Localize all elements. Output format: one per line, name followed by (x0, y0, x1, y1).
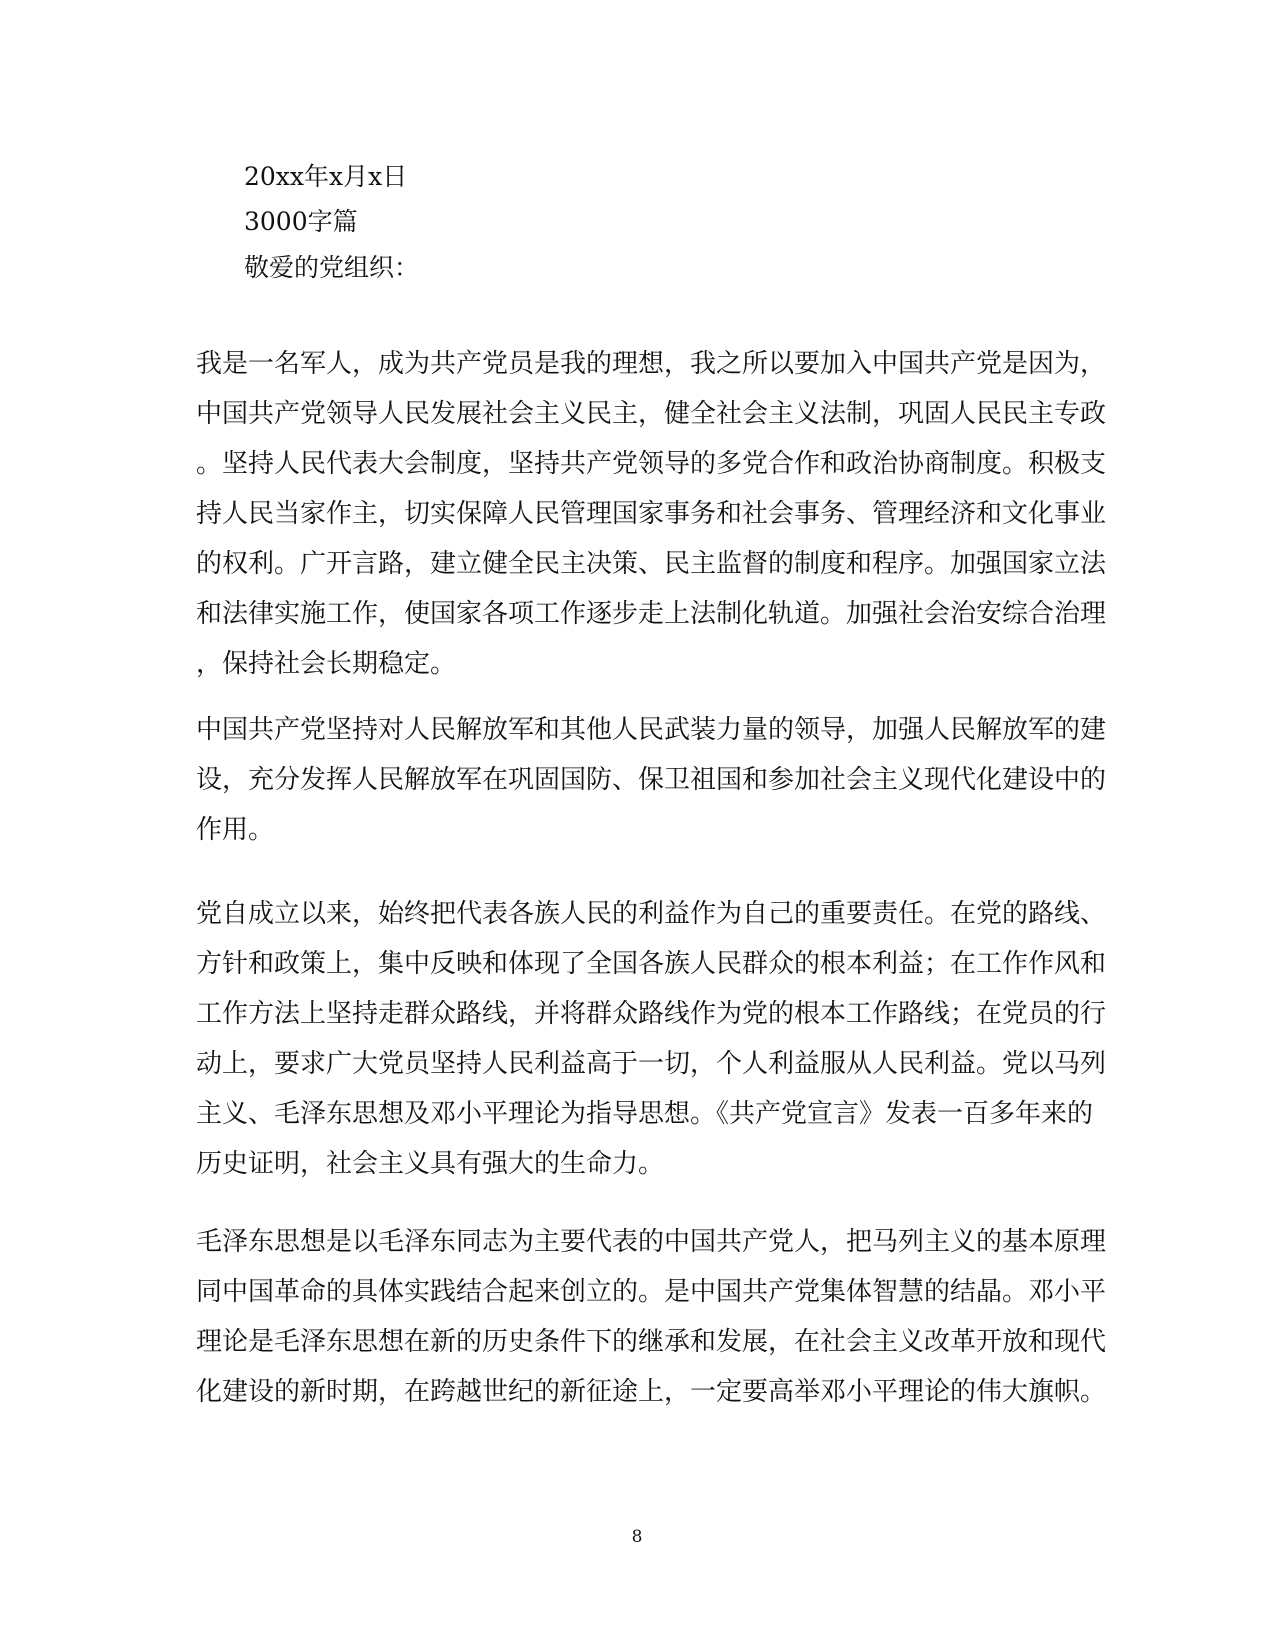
paragraph-line: 理论是毛泽东思想在新的历史条件下的继承和发展，在社会主义改革开放和现代 (196, 1327, 1107, 1357)
paragraph-line: 中国共产党坚持对人民解放军和其他人民武装力量的领导，加强人民解放军的建 (196, 715, 1107, 745)
paragraph-line: 作用。 (196, 815, 275, 845)
paragraph-line: 历史证明，社会主义具有强大的生命力。 (196, 1149, 665, 1179)
paragraph-line: 我是一名军人，成为共产党员是我的理想，我之所以要加入中国共产党是因为， (196, 349, 1107, 379)
paragraph-1 (196, 339, 1107, 689)
paragraph-line: 同中国革命的具体实践结合起来创立的。是中国共产党集体智慧的结晶。邓小平 (196, 1277, 1107, 1307)
paragraph-line: 方针和政策上，集中反映和体现了全国各族人民群众的根本利益；在工作作风和 (196, 949, 1107, 979)
paragraph-line: 动上，要求广大党员坚持人民利益高于一切，个人利益服从人民利益。党以马列 (196, 1049, 1107, 1079)
date-line: 20xx年x月x日 (244, 162, 408, 191)
paragraph-line: 中国共产党领导人民发展社会主义民主，健全社会主义法制，巩固人民民主专政 (196, 399, 1107, 429)
paragraph-line: 和法律实施工作，使国家各项工作逐步走上法制化轨道。加强社会治安综合治理 (196, 599, 1107, 629)
paragraph-line: 化建设的新时期，在跨越世纪的新征途上，一定要高举邓小平理论的伟大旗帜。 (196, 1377, 1107, 1407)
salutation-line: 敬爱的党组织： (244, 253, 420, 282)
paragraph-4 (196, 1217, 1107, 1417)
paragraph-2 (196, 705, 1107, 855)
paragraph-line: 。坚持人民代表大会制度，坚持共产党领导的多党合作和政治协商制度。积极支 (196, 449, 1107, 479)
paragraph-line: 设，充分发挥人民解放军在巩固国防、保卫祖国和参加社会主义现代化建设中的 (196, 765, 1107, 795)
subtitle-line: 3000字篇 (244, 207, 358, 236)
paragraph-line: 毛泽东思想是以毛泽东同志为主要代表的中国共产党人，把马列主义的基本原理 (196, 1227, 1107, 1257)
paragraph-line: 主义、毛泽东思想及邓小平理论为指导思想。《共产党宣言》发表一百多年来的 (196, 1099, 1094, 1129)
page-number: 8 (631, 1527, 643, 1547)
paragraph-line: 持人民当家作主，切实保障人民管理国家事务和社会事务、管理经济和文化事业 (196, 499, 1107, 529)
paragraph-line: 工作方法上坚持走群众路线，并将群众路线作为党的根本工作路线；在党员的行 (196, 999, 1107, 1029)
paragraph-3 (196, 889, 1107, 1189)
paragraph-line: ，保持社会长期稳定。 (196, 649, 457, 679)
paragraph-line: 党自成立以来，始终把代表各族人民的利益作为自己的重要责任。在党的路线、 (196, 899, 1107, 929)
paragraph-line: 的权利。广开言路，建立健全民主决策、民主监督的制度和程序。加强国家立法 (196, 549, 1107, 579)
